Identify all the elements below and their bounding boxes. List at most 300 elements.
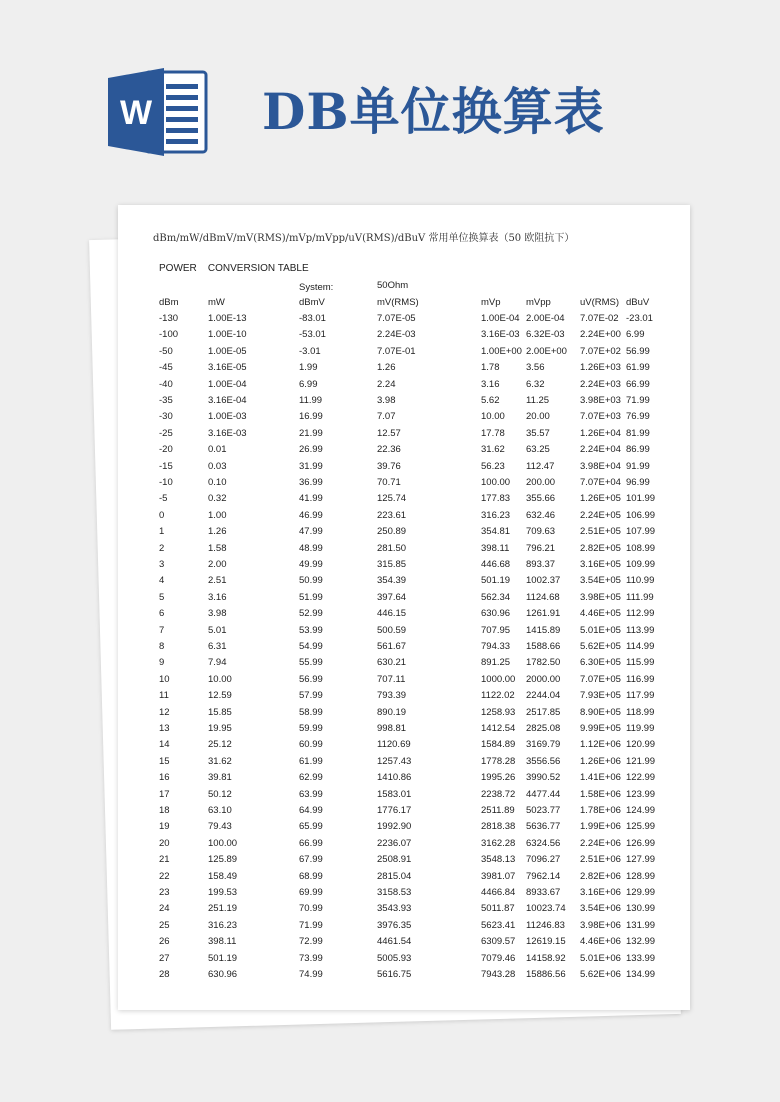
cell-mvp: 1778.28 xyxy=(481,755,516,767)
cell-dbm: 6 xyxy=(159,608,165,620)
cell-dbm: 25 xyxy=(159,919,170,931)
document-subtitle: dBm/mW/dBmV/mV(RMS)/mVp/mVpp/uV(RMS)/dBuV 常用单位换算表（50 欧阻抗下） xyxy=(153,233,575,244)
cell-mvpp: 7962.14 xyxy=(526,870,561,882)
cell-dbmv: 41.99 xyxy=(299,493,323,505)
cell-mvpp: 10023.74 xyxy=(526,903,566,915)
cell-dbuv: 112.99 xyxy=(626,608,655,620)
cell-mw: 100.00 xyxy=(208,837,238,849)
cell-dbmv: 72.99 xyxy=(299,936,323,948)
cell-mvp: 1.78 xyxy=(481,362,500,374)
cell-mw: 0.32 xyxy=(208,493,227,505)
cell-dbm: -35 xyxy=(159,395,173,406)
table-row xyxy=(118,821,690,837)
cell-dbmv: 66.99 xyxy=(299,837,323,849)
cell-dbmv: 64.99 xyxy=(299,805,323,816)
cell-mv-rms: 890.19 xyxy=(377,706,407,718)
cell-dbuv: 119.99 xyxy=(626,723,655,734)
cell-dbm: -30 xyxy=(159,411,173,423)
cell-mv-rms: 630.21 xyxy=(377,657,407,669)
table-row xyxy=(118,871,690,887)
table-row xyxy=(118,674,690,690)
cell-uv-rms: 3.98E+04 xyxy=(580,460,621,472)
cell-dbmv: 60.99 xyxy=(299,739,323,751)
table-row xyxy=(118,543,690,559)
column-header-dbuv: dBuV xyxy=(626,297,650,308)
cell-mvpp: 14158.92 xyxy=(526,952,566,964)
cell-dbm: 12 xyxy=(159,706,170,718)
cell-dbuv: 109.99 xyxy=(626,559,656,570)
cell-mvp: 1.00E+00 xyxy=(481,345,522,357)
cell-mvpp: 632.46 xyxy=(526,509,556,521)
cell-uv-rms: 7.07E+03 xyxy=(580,411,621,423)
cell-uv-rms: 3.98E+03 xyxy=(580,395,621,406)
cell-mvpp: 1261.91 xyxy=(526,608,561,620)
column-header-mv-rms: mV(RMS) xyxy=(377,297,419,308)
table-row xyxy=(118,690,690,706)
table-row xyxy=(118,379,690,395)
cell-dbm: 21 xyxy=(159,854,170,866)
cell-dbm: 0 xyxy=(159,509,165,521)
cell-mv-rms: 446.15 xyxy=(377,608,407,620)
svg-text:W: W xyxy=(119,94,153,132)
cell-mvp: 3981.07 xyxy=(481,870,516,882)
cell-uv-rms: 1.26E+06 xyxy=(580,755,621,767)
cell-mw: 3.98 xyxy=(208,608,227,620)
cell-mw: 0.03 xyxy=(208,460,227,472)
cell-dbuv: 101.99 xyxy=(626,493,656,505)
cell-dbmv: 46.99 xyxy=(299,509,323,521)
cell-mvp: 1.00E-04 xyxy=(481,313,520,324)
cell-mw: 1.00E-13 xyxy=(208,313,247,324)
cell-mvp: 398.11 xyxy=(481,542,510,554)
cell-mvp: 707.95 xyxy=(481,624,511,636)
cell-uv-rms: 2.51E+05 xyxy=(580,526,621,538)
cell-mv-rms: 1992.90 xyxy=(377,821,412,833)
cell-mv-rms: 7.07E-05 xyxy=(377,313,416,324)
cell-mvp: 1122.02 xyxy=(481,690,515,702)
cell-dbm: 23 xyxy=(159,887,170,898)
cell-mw: 1.00 xyxy=(208,509,227,521)
cell-mvp: 1258.93 xyxy=(481,706,516,718)
cell-dbm: 7 xyxy=(159,624,165,636)
cell-uv-rms: 2.82E+05 xyxy=(580,542,621,554)
cell-dbm: 14 xyxy=(159,739,170,751)
table-row xyxy=(118,657,690,673)
cell-mw: 125.89 xyxy=(208,854,238,866)
system-value: 50Ohm xyxy=(377,280,409,291)
cell-dbuv: 132.99 xyxy=(626,936,656,948)
cell-mw: 50.12 xyxy=(208,788,232,800)
table-row xyxy=(118,789,690,805)
table-row xyxy=(118,559,690,575)
cell-dbm: 18 xyxy=(159,805,170,816)
cell-mv-rms: 1257.43 xyxy=(377,755,412,767)
cell-mv-rms: 1776.17 xyxy=(377,805,412,816)
cell-dbmv: 58.99 xyxy=(299,706,323,718)
cell-mw: 251.19 xyxy=(208,903,238,915)
table-header xyxy=(118,297,690,313)
cell-uv-rms: 5.62E+06 xyxy=(580,969,621,980)
cell-mvp: 1000.00 xyxy=(481,673,516,685)
cell-mw: 1.00E-03 xyxy=(208,411,247,423)
cell-uv-rms: 2.24E+05 xyxy=(580,509,621,521)
cell-dbm: 19 xyxy=(159,821,170,833)
cell-mvpp: 5636.77 xyxy=(526,821,561,833)
cell-mvp: 3162.28 xyxy=(481,837,516,849)
table-row xyxy=(118,969,690,985)
cell-dbmv: 51.99 xyxy=(299,591,323,603)
cell-uv-rms: 4.46E+06 xyxy=(580,936,621,948)
cell-mvp: 501.19 xyxy=(481,575,511,587)
cell-dbmv: 11.99 xyxy=(299,395,323,406)
cell-mw: 7.94 xyxy=(208,657,227,669)
cell-mvp: 1995.26 xyxy=(481,772,516,784)
cell-mv-rms: 70.71 xyxy=(377,477,401,488)
cell-mvp: 6309.57 xyxy=(481,936,516,948)
cell-uv-rms: 1.26E+03 xyxy=(580,362,621,374)
cell-dbm: -15 xyxy=(159,460,173,472)
cell-mvp: 17.78 xyxy=(481,427,505,439)
table-row xyxy=(118,477,690,493)
cell-mv-rms: 354.39 xyxy=(377,575,407,587)
cell-dbmv: 26.99 xyxy=(299,444,323,456)
cell-mw: 1.00E-10 xyxy=(208,329,247,341)
cell-mv-rms: 998.81 xyxy=(377,723,407,734)
cell-mvpp: 2000.00 xyxy=(526,673,561,685)
cell-mvpp: 12619.15 xyxy=(526,936,566,948)
cell-dbm: -100 xyxy=(159,329,179,341)
cell-dbmv: 6.99 xyxy=(299,378,318,390)
table-row xyxy=(118,920,690,936)
cell-dbuv: 125.99 xyxy=(626,821,656,833)
cell-mvp: 316.23 xyxy=(481,509,511,521)
cell-mw: 12.59 xyxy=(208,690,232,702)
cell-mvp: 2511.89 xyxy=(481,805,515,816)
table-row xyxy=(118,411,690,427)
table-row xyxy=(118,805,690,821)
cell-uv-rms: 3.98E+05 xyxy=(580,591,621,603)
cell-mw: 19.95 xyxy=(208,723,232,734)
cell-uv-rms: 3.54E+05 xyxy=(580,575,621,587)
cell-dbmv: 61.99 xyxy=(299,755,323,767)
cell-dbm: 13 xyxy=(159,723,170,734)
cell-mvp: 3.16 xyxy=(481,378,500,390)
cell-uv-rms: 5.62E+05 xyxy=(580,641,621,652)
cell-mv-rms: 5616.75 xyxy=(377,969,412,980)
cell-mw: 1.00E-05 xyxy=(208,345,247,357)
cell-dbuv: 121.99 xyxy=(626,755,656,767)
cell-mvpp: 1124.68 xyxy=(526,591,560,603)
cell-mvpp: 11.25 xyxy=(526,395,550,406)
cell-mvpp: 8933.67 xyxy=(526,887,561,898)
cell-mvpp: 6.32E-03 xyxy=(526,329,565,341)
cell-dbm: 10 xyxy=(159,673,170,685)
cell-mw: 0.10 xyxy=(208,477,227,488)
cell-dbmv: 55.99 xyxy=(299,657,323,669)
cell-dbm: 5 xyxy=(159,591,165,603)
cell-dbmv: 70.99 xyxy=(299,903,323,915)
column-header-mvpp: mVpp xyxy=(526,297,551,308)
cell-dbmv: 54.99 xyxy=(299,641,323,652)
cell-mw: 3.16E-04 xyxy=(208,395,247,406)
cell-uv-rms: 2.24E+03 xyxy=(580,378,621,390)
cell-mvpp: 2.00E+00 xyxy=(526,345,567,357)
cell-dbm: 9 xyxy=(159,657,165,669)
cell-mvpp: 11246.83 xyxy=(526,919,565,931)
cell-dbmv: 68.99 xyxy=(299,870,323,882)
cell-dbuv: 86.99 xyxy=(626,444,650,456)
cell-mvp: 354.81 xyxy=(481,526,511,538)
cell-mv-rms: 1410.86 xyxy=(377,772,412,784)
cell-uv-rms: 3.98E+06 xyxy=(580,919,621,931)
cell-mv-rms: 1120.69 xyxy=(377,739,411,751)
cell-dbmv: -83.01 xyxy=(299,313,326,324)
cell-mw: 3.16E-03 xyxy=(208,427,247,439)
cell-dbmv: 59.99 xyxy=(299,723,323,734)
cell-mvp: 5.62 xyxy=(481,395,500,406)
cell-mvp: 3548.13 xyxy=(481,854,516,866)
cell-dbm: 8 xyxy=(159,641,165,652)
cell-mw: 2.51 xyxy=(208,575,227,587)
cell-mw: 1.58 xyxy=(208,542,227,554)
cell-mvp: 891.25 xyxy=(481,657,511,669)
cell-dbm: -45 xyxy=(159,362,173,374)
cell-mv-rms: 3.98 xyxy=(377,395,396,406)
table-row xyxy=(118,329,690,345)
cell-uv-rms: 2.24E+04 xyxy=(580,444,621,456)
table-row xyxy=(118,526,690,542)
cell-uv-rms: 5.01E+06 xyxy=(580,952,621,964)
cell-dbm: 26 xyxy=(159,936,170,948)
cell-mvpp: 1415.89 xyxy=(526,624,561,636)
cell-uv-rms: 1.58E+06 xyxy=(580,788,621,800)
cell-uv-rms: 4.46E+05 xyxy=(580,608,621,620)
cell-dbmv: 69.99 xyxy=(299,887,323,898)
cell-mvp: 10.00 xyxy=(481,411,505,423)
cell-dbmv: -53.01 xyxy=(299,329,326,341)
cell-mv-rms: 12.57 xyxy=(377,427,401,439)
cell-mvp: 31.62 xyxy=(481,444,505,456)
cell-uv-rms: 9.99E+05 xyxy=(580,723,621,734)
cell-uv-rms: 2.82E+06 xyxy=(580,870,621,882)
cell-dbuv: 107.99 xyxy=(626,526,656,538)
cell-mvpp: 3.56 xyxy=(526,362,545,374)
cell-mvpp: 2825.08 xyxy=(526,723,561,734)
cell-dbuv: 106.99 xyxy=(626,509,656,521)
cell-mvp: 4466.84 xyxy=(481,887,516,898)
cell-uv-rms: 7.07E+04 xyxy=(580,477,621,488)
table-row xyxy=(118,936,690,952)
table-row xyxy=(118,362,690,378)
cell-dbm: 1 xyxy=(159,526,165,538)
cell-dbmv: 67.99 xyxy=(299,854,323,866)
cell-mvp: 56.23 xyxy=(481,460,505,472)
cell-dbm: 4 xyxy=(159,575,165,587)
cell-dbmv: 52.99 xyxy=(299,608,323,620)
cell-dbuv: 120.99 xyxy=(626,739,656,751)
cell-mv-rms: 1583.01 xyxy=(377,788,412,800)
table-row xyxy=(118,395,690,411)
cell-mv-rms: 500.59 xyxy=(377,624,407,636)
cell-mvpp: 15886.56 xyxy=(526,969,566,980)
cell-mvpp: 1002.37 xyxy=(526,575,561,587)
table-row xyxy=(118,346,690,362)
column-header-mvp: mVp xyxy=(481,297,501,308)
cell-mvp: 794.33 xyxy=(481,641,511,652)
cell-mvpp: 2244.04 xyxy=(526,690,561,702)
cell-mv-rms: 2.24E-03 xyxy=(377,329,416,341)
cell-dbuv: 108.99 xyxy=(626,542,656,554)
cell-dbuv: 66.99 xyxy=(626,378,650,390)
cell-mv-rms: 315.85 xyxy=(377,559,407,570)
cell-mw: 1.00E-04 xyxy=(208,378,247,390)
cell-dbuv: 111.99 xyxy=(626,591,654,603)
cell-mv-rms: 561.67 xyxy=(377,641,407,652)
cell-uv-rms: 7.07E+02 xyxy=(580,345,621,357)
cell-mw: 6.31 xyxy=(208,641,227,652)
cell-mw: 31.62 xyxy=(208,755,232,767)
cell-uv-rms: 2.24E+00 xyxy=(580,329,621,341)
cell-mv-rms: 22.36 xyxy=(377,444,401,456)
cell-dbmv: 57.99 xyxy=(299,690,323,702)
system-label: System: xyxy=(299,282,334,293)
cell-mv-rms: 223.61 xyxy=(377,509,407,521)
cell-dbuv: 96.99 xyxy=(626,477,650,488)
cell-dbm: 27 xyxy=(159,952,170,964)
table-row xyxy=(118,772,690,788)
cell-dbmv: 63.99 xyxy=(299,788,323,800)
cell-uv-rms: 1.26E+05 xyxy=(580,493,621,505)
cell-dbm: -5 xyxy=(159,493,168,505)
cell-mw: 10.00 xyxy=(208,673,232,685)
cell-mv-rms: 2815.04 xyxy=(377,870,412,882)
cell-dbuv: 123.99 xyxy=(626,788,656,800)
cell-dbmv: 74.99 xyxy=(299,969,323,980)
cell-dbuv: 76.99 xyxy=(626,411,650,423)
cell-mvpp: 4477.44 xyxy=(526,788,561,800)
cell-mv-rms: 1.26 xyxy=(377,362,396,374)
cell-uv-rms: 1.78E+06 xyxy=(580,805,621,816)
cell-mw: 25.12 xyxy=(208,739,232,751)
cell-dbmv: 65.99 xyxy=(299,821,323,833)
cell-mvpp: 2517.85 xyxy=(526,706,561,718)
cell-dbuv: 129.99 xyxy=(626,887,656,898)
table-row xyxy=(118,313,690,329)
cell-mw: 3.16 xyxy=(208,591,227,603)
cell-uv-rms: 3.16E+05 xyxy=(580,559,621,570)
cell-mvp: 562.34 xyxy=(481,591,511,603)
cell-dbmv: 71.99 xyxy=(299,919,323,931)
cell-mw: 1.26 xyxy=(208,526,227,538)
cell-mv-rms: 7.07E-01 xyxy=(377,345,416,357)
cell-uv-rms: 1.41E+06 xyxy=(580,772,621,784)
cell-mv-rms: 7.07 xyxy=(377,411,396,423)
cell-uv-rms: 1.26E+04 xyxy=(580,427,621,439)
column-header-uv-rms: uV(RMS) xyxy=(580,297,620,308)
cell-mv-rms: 3976.35 xyxy=(377,919,412,931)
cell-dbm: 11 xyxy=(159,690,169,702)
cell-dbuv: 130.99 xyxy=(626,903,656,915)
cell-mvp: 1412.54 xyxy=(481,723,516,734)
cell-mvpp: 63.25 xyxy=(526,444,550,456)
cell-uv-rms: 6.30E+05 xyxy=(580,657,621,669)
cell-mvp: 100.00 xyxy=(481,477,511,488)
cell-mv-rms: 2.24 xyxy=(377,378,396,390)
cell-dbuv: 117.99 xyxy=(626,690,655,702)
table-row xyxy=(118,444,690,460)
table-row xyxy=(118,641,690,657)
cell-mw: 5.01 xyxy=(208,624,227,636)
cell-dbuv: 56.99 xyxy=(626,345,650,357)
cell-mw: 15.85 xyxy=(208,706,232,718)
cell-mv-rms: 3543.93 xyxy=(377,903,412,915)
cell-mw: 316.23 xyxy=(208,919,238,931)
table-row xyxy=(118,887,690,903)
cell-mw: 2.00 xyxy=(208,559,227,570)
cell-mw: 0.01 xyxy=(208,444,227,456)
cell-dbm: -20 xyxy=(159,444,173,456)
cell-dbuv: 118.99 xyxy=(626,706,655,718)
cell-uv-rms: 3.16E+06 xyxy=(580,887,621,898)
cell-mvp: 1584.89 xyxy=(481,739,516,751)
cell-dbmv: 1.99 xyxy=(299,362,318,374)
table-row xyxy=(118,592,690,608)
cell-dbm: -130 xyxy=(159,313,179,324)
cell-dbuv: 6.99 xyxy=(626,329,645,341)
cell-mv-rms: 793.39 xyxy=(377,690,407,702)
cell-mv-rms: 39.76 xyxy=(377,460,401,472)
cell-mvp: 7943.28 xyxy=(481,969,516,980)
cell-dbm: 24 xyxy=(159,903,170,915)
column-header-dbm: dBm xyxy=(159,297,179,308)
cell-uv-rms: 1.99E+06 xyxy=(580,821,621,833)
cell-uv-rms: 7.07E+05 xyxy=(580,673,621,685)
cell-dbuv: 131.99 xyxy=(626,919,656,931)
cell-mvpp: 709.63 xyxy=(526,526,556,538)
cell-mv-rms: 5005.93 xyxy=(377,952,412,964)
cell-mvpp: 5023.77 xyxy=(526,805,561,816)
cell-mvpp: 1588.66 xyxy=(526,641,561,652)
cell-mvpp: 1782.50 xyxy=(526,657,561,669)
table-row xyxy=(118,723,690,739)
cell-mvpp: 3990.52 xyxy=(526,772,561,784)
cell-dbuv: 133.99 xyxy=(626,952,656,964)
cell-dbuv: 113.99 xyxy=(626,624,655,636)
cell-mvpp: 6.32 xyxy=(526,378,545,390)
cell-mvpp: 2.00E-04 xyxy=(526,313,565,324)
cell-mw: 39.81 xyxy=(208,772,232,784)
cell-mw: 158.49 xyxy=(208,870,238,882)
cell-mw: 398.11 xyxy=(208,936,237,948)
word-logo-icon xyxy=(108,68,208,156)
column-header-mw: mW xyxy=(208,297,225,308)
cell-dbm: 28 xyxy=(159,969,170,980)
cell-dbuv: 134.99 xyxy=(626,969,656,980)
cell-dbuv: 122.99 xyxy=(626,772,656,784)
cell-dbuv: 110.99 xyxy=(626,575,655,587)
cell-mv-rms: 250.89 xyxy=(377,526,407,538)
table-row xyxy=(118,739,690,755)
cell-mvp: 3.16E-03 xyxy=(481,329,520,341)
cell-mvpp: 3556.56 xyxy=(526,755,561,767)
table-row xyxy=(118,953,690,969)
cell-mv-rms: 3158.53 xyxy=(377,887,412,898)
cell-dbuv: 81.99 xyxy=(626,427,650,439)
table-row xyxy=(118,838,690,854)
cell-dbmv: 73.99 xyxy=(299,952,323,964)
cell-dbmv: 47.99 xyxy=(299,526,323,538)
cell-mvp: 5011.87 xyxy=(481,903,515,915)
